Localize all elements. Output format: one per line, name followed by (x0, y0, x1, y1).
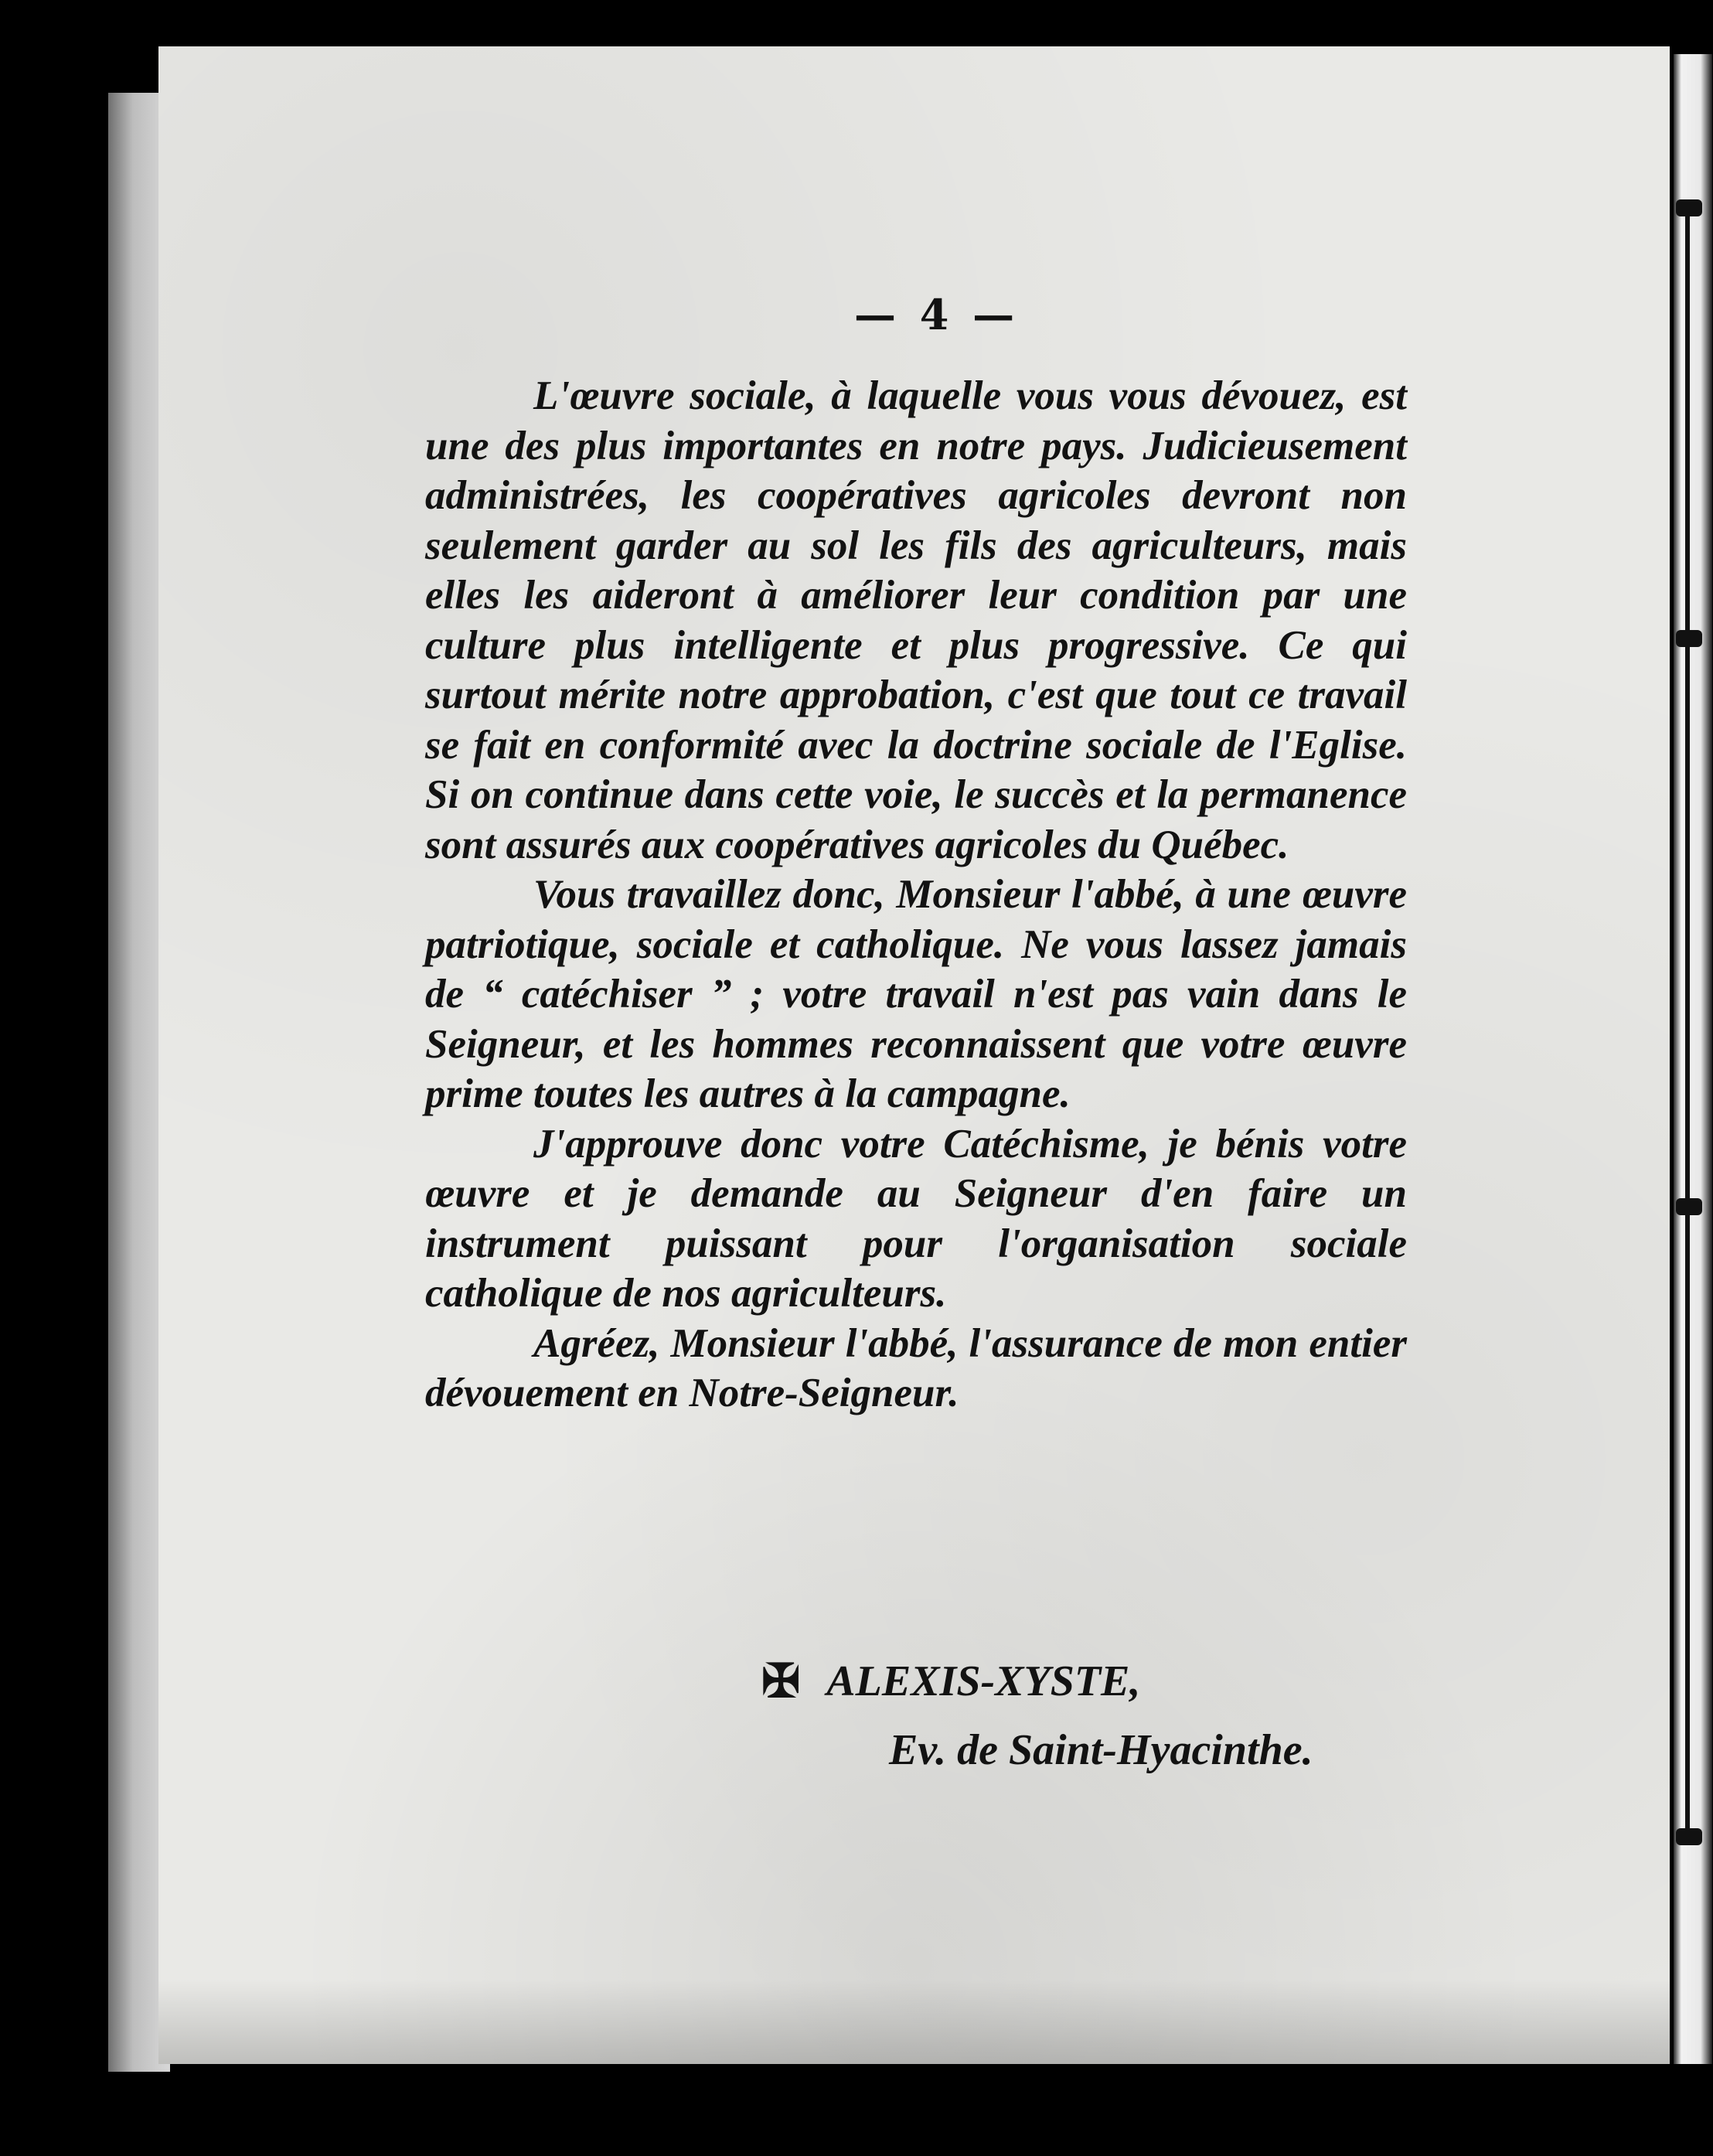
signature-line (761, 1654, 1140, 1708)
paragraph: Agréez, Monsieur l'abbé, l'assurance de mon entier dévouement en Notre-Seigneur. (425, 1320, 1407, 1415)
cross-icon: ✠ (761, 1656, 801, 1707)
binding-line (1685, 201, 1690, 1840)
binding-rivet (1676, 1828, 1702, 1845)
binding-strip (1674, 54, 1712, 2064)
signatory-title: Ev. de Saint-Hyacinthe. (889, 1726, 1313, 1774)
binding-rivet (1676, 1198, 1702, 1215)
paragraph: J'approuve donc votre Catéchisme, je bénis votre œuvre et je demande au Seigneur d'en faire un instrument puissant pour l'organisation sociale catholique de nos agriculteurs. (425, 1121, 1407, 1316)
paragraph: Vous travaillez donc, Monsieur l'abbé, à une œuvre patriotique, sociale et catholique. Ne vous lassez jamais de “ catéchiser ” ; votre travail n'est pas vain dans le Seigneur, et les hommes reconnaissent que votre œuvre prime toutes les autres à la campagne. (425, 872, 1407, 1116)
binding-rivet (1676, 199, 1702, 216)
paragraph: L'œuvre sociale, à laquelle vous vous dévouez, est une des plus importantes en notre pays. Judicieusement administrées, les coopératives agricoles devront non seulement garder au sol les fils des agriculteurs, mais elles les aideront à améliorer leur condition par une culture plus intelligente et plus progressive. Ce qui surtout mérite notre approbation, c'est que tout ce travail se fait en conformité avec la doctrine sociale de l'Eglise. Si on continue dans cette voie, le succès et la permanence sont assurés aux coopératives agricoles du Québec. (425, 373, 1407, 867)
letter-body (425, 371, 1407, 1419)
page-number: — 4 — (854, 290, 1020, 339)
page-shadow (158, 1979, 1670, 2064)
signatory-name: ALEXIS-XYSTE, (826, 1657, 1141, 1705)
binding-rivet (1676, 630, 1702, 647)
